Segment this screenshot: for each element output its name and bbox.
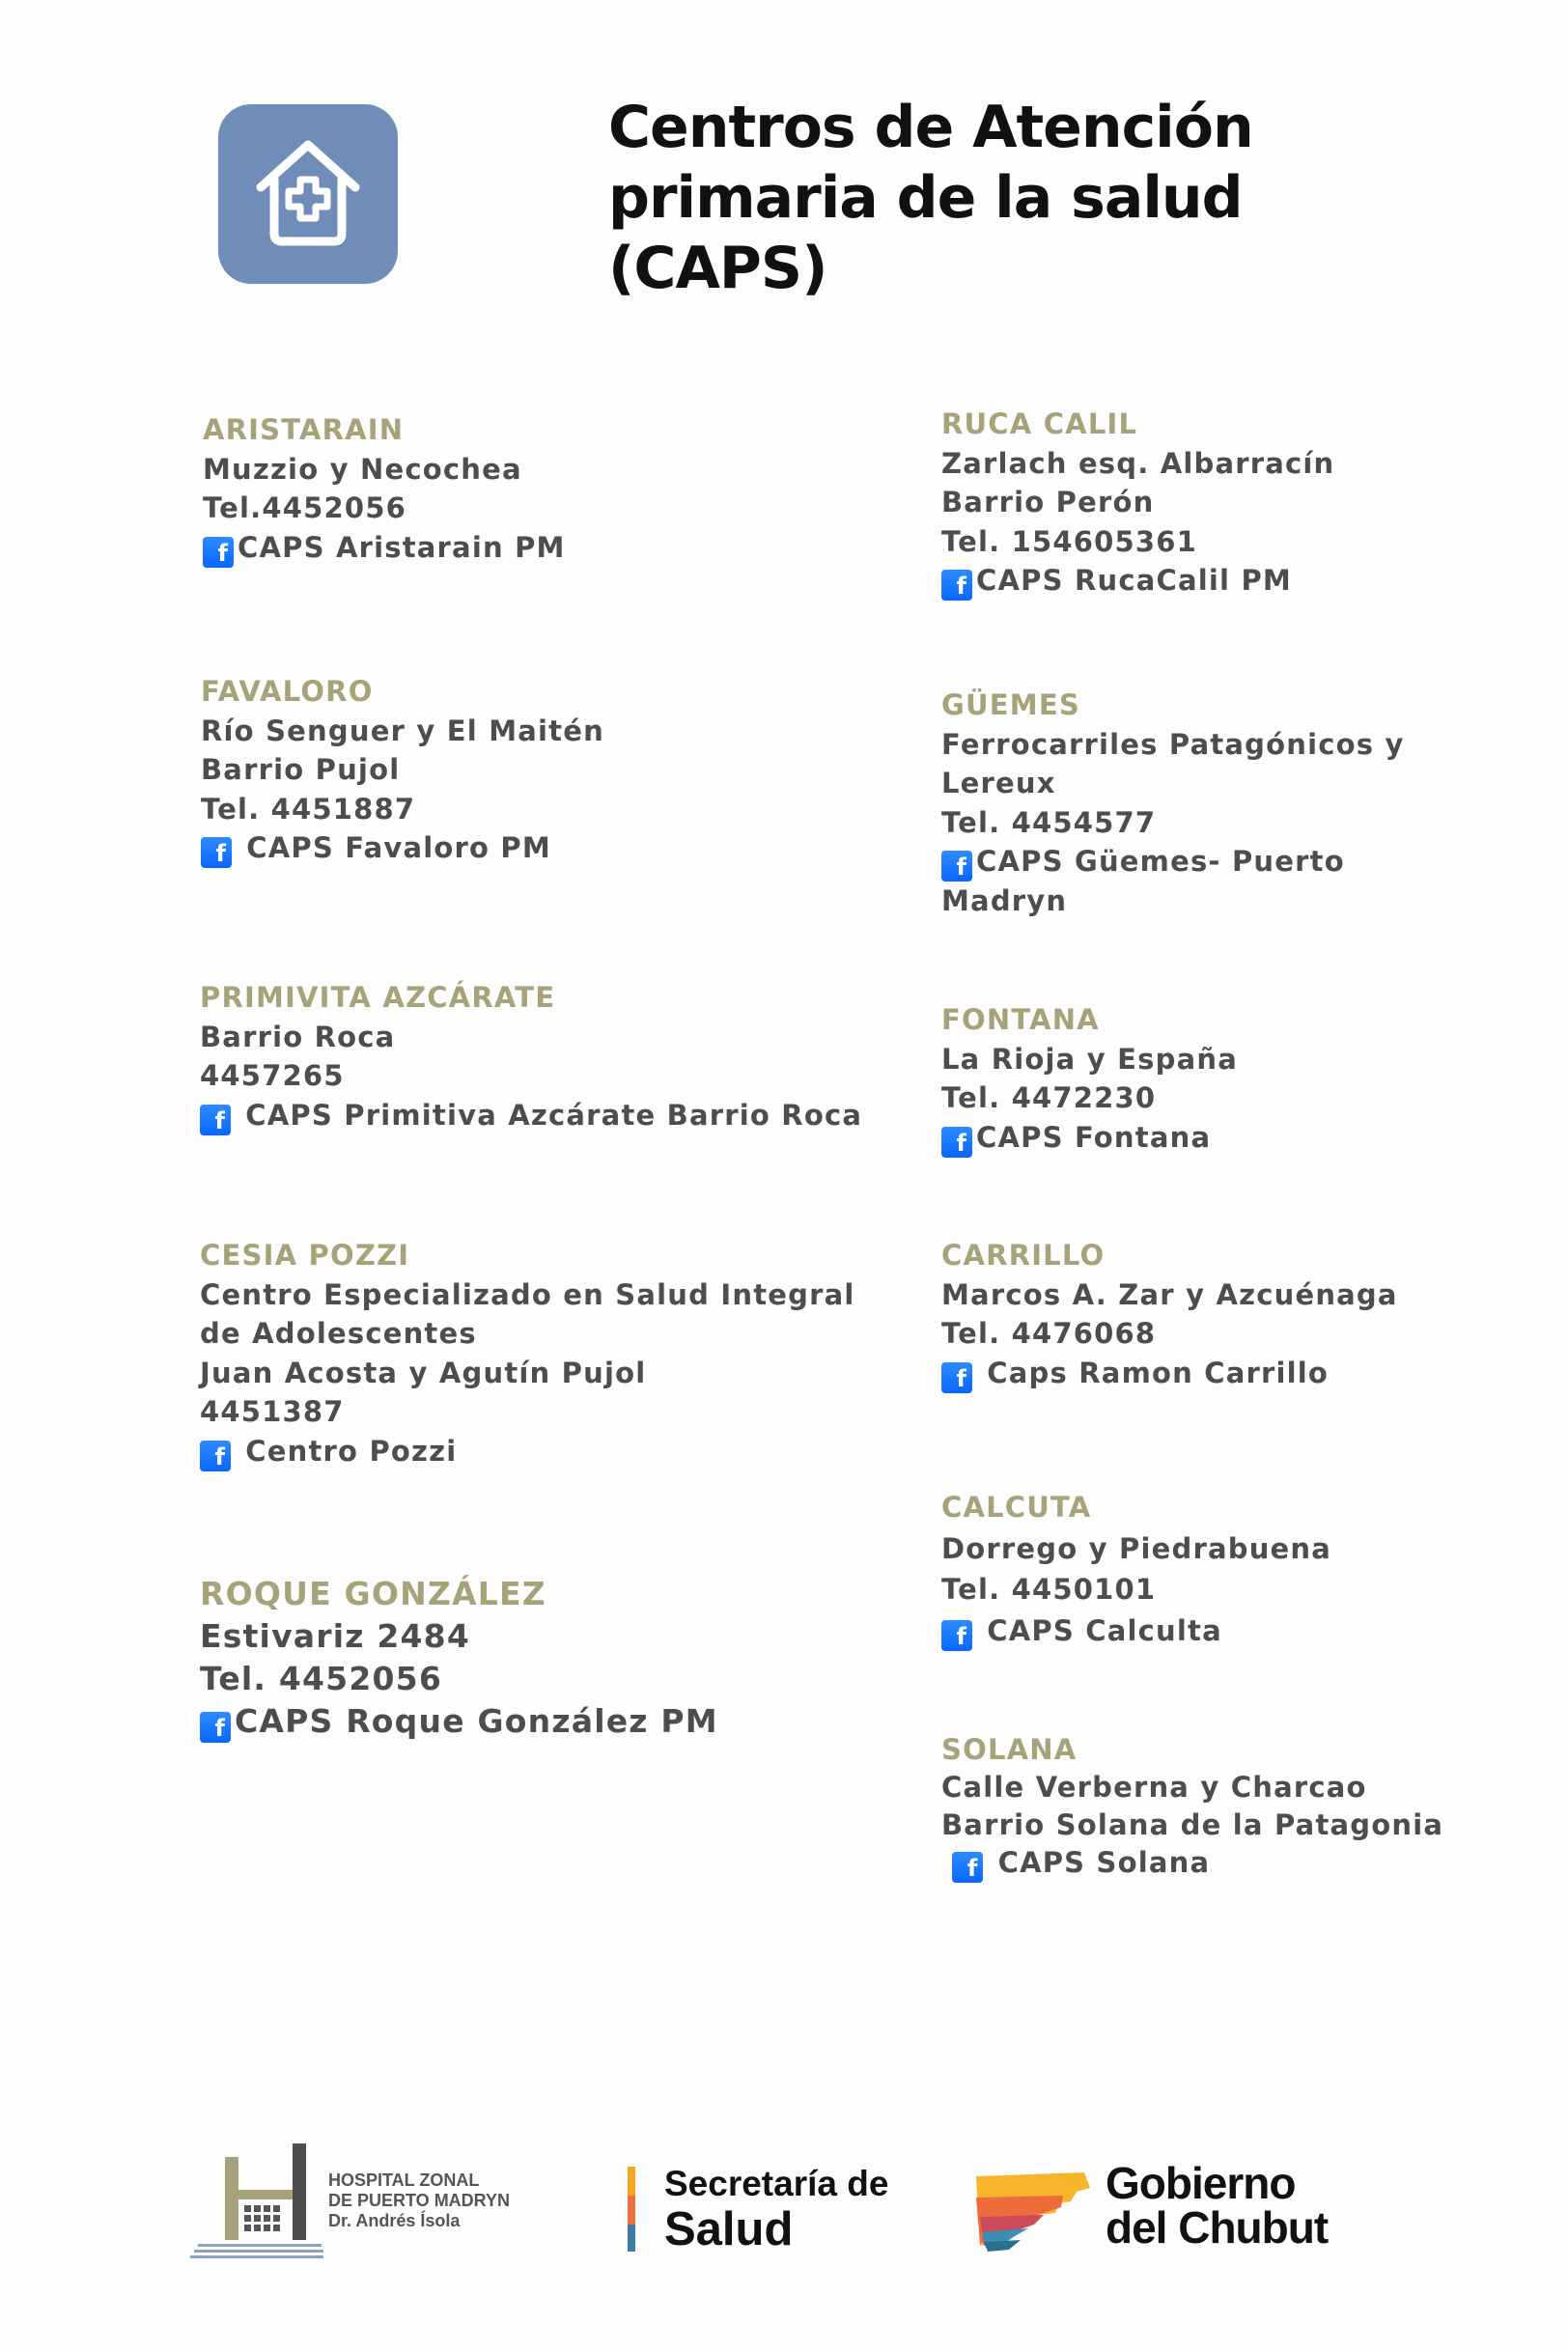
facebook-link[interactable]: f CAPS Primitiva Azcárate Barrio Roca (200, 1096, 862, 1135)
caps-entry-aristarain (203, 410, 566, 568)
address-line: Estivariz 2484 (200, 1617, 470, 1655)
address-line: Río Senguer y El Maitén (201, 714, 604, 747)
facebook-link[interactable]: f CAPS RucaCalil PM (941, 561, 1334, 601)
del-chubut-line: del Chubut (1106, 2202, 1329, 2253)
facebook-link[interactable]: f CAPS Güemes- Puerto (941, 842, 1405, 882)
facebook-link[interactable]: f CAPS Solana (941, 1844, 1443, 1883)
facebook-link[interactable]: f CAPS Favaloro PM (201, 828, 604, 868)
caps-entry-fontana (941, 1000, 1238, 1158)
caps-entry-solana (941, 1731, 1443, 1883)
center-name: ROQUE GONZÁLEZ (200, 1575, 546, 1612)
address-line: Lereux (941, 767, 1056, 799)
center-name: ARISTARAIN (203, 413, 405, 446)
facebook-icon: f (952, 1852, 983, 1883)
address-line: Juan Acosta y Agutín Pujol (200, 1356, 647, 1389)
phone-line: Tel. 154605361 (941, 524, 1198, 558)
address-line: Barrio Roca (200, 1020, 396, 1053)
phone-line: Tel. 4472230 (941, 1081, 1157, 1114)
caps-entry-carrillo (941, 1236, 1398, 1393)
title-line: (CAPS) (608, 235, 827, 302)
center-name: PRIMIVITA AZCÁRATE (200, 981, 556, 1014)
center-name: GÜEMES (941, 688, 1080, 721)
facebook-link[interactable]: f CAPS Aristarain PM (203, 528, 566, 568)
facebook-link[interactable]: f CAPS Calculta (941, 1610, 1331, 1652)
phone-line: 4451387 (200, 1395, 345, 1428)
gobierno-line: Gobierno (1106, 2158, 1296, 2208)
facebook-icon: f (203, 537, 234, 568)
facebook-icon: f (941, 1362, 972, 1393)
secretaria-salud-logo (628, 2163, 917, 2259)
hospital-name-line: HOSPITAL ZONAL (328, 2170, 480, 2190)
phone-line: Tel.4452056 (203, 491, 407, 524)
phone-line: Tel. 4452056 (200, 1660, 442, 1697)
address-line: Barrio Pujol (201, 753, 401, 786)
color-bar-icon (628, 2167, 637, 2252)
facebook-link[interactable]: f Centro Pozzi (200, 1432, 855, 1471)
title-line: primaria de la salud (608, 164, 1243, 232)
hospital-name-line: DE PUERTO MADRYN (328, 2191, 511, 2210)
address-line: La Rioja y España (941, 1042, 1238, 1076)
center-name: CESIA POZZI (200, 1239, 410, 1272)
center-name: CALCUTA (941, 1491, 1092, 1524)
caps-entry-favaloro (201, 672, 604, 868)
center-name: FAVALORO (201, 675, 374, 708)
caps-logo-tile (218, 104, 398, 284)
caps-entry-calcuta (941, 1487, 1331, 1651)
chubut-map-icon (970, 2169, 1096, 2255)
address-line: Zarlach esq. Albarracín (941, 446, 1335, 480)
caps-entry-roque-gonzalez (200, 1573, 718, 1743)
phone-line: Tel. 4451887 (201, 792, 416, 826)
caps-entry-ruca-calil (941, 405, 1334, 601)
center-name: SOLANA (941, 1733, 1078, 1766)
facebook-icon: f (941, 1127, 972, 1158)
phone-line: Tel. 4454577 (941, 805, 1157, 839)
center-name: FONTANA (941, 1003, 1100, 1036)
address-line: Muzzio y Necochea (203, 452, 522, 486)
house-medical-icon (247, 133, 369, 255)
hospital-zonal-logo (188, 2134, 517, 2269)
page-title (608, 93, 1284, 304)
phone-line: Tel. 4476068 (941, 1317, 1157, 1350)
phone-line: Tel. 4450101 (941, 1573, 1157, 1606)
gobierno-chubut-logo (970, 2158, 1357, 2267)
hospital-name-line: Dr. Andrés Ísola (328, 2211, 461, 2230)
facebook-link[interactable]: f CAPS Roque González PM (200, 1700, 718, 1743)
address-line: Ferrocarriles Patagónicos y (941, 727, 1405, 761)
facebook-icon: f (201, 837, 232, 868)
facebook-icon: f (200, 1105, 231, 1135)
address-line: de Adolescentes (200, 1317, 477, 1350)
hospital-building-icon (188, 2134, 323, 2269)
address-line: Barrio Solana de la Patagonia (941, 1808, 1444, 1841)
caps-entry-guemes (941, 686, 1405, 921)
center-name: CARRILLO (941, 1239, 1106, 1272)
facebook-link[interactable]: f Caps Ramon Carrillo (941, 1354, 1398, 1393)
address-line: Marcos A. Zar y Azcuénaga (941, 1277, 1398, 1311)
address-line: Centro Especializado en Salud Integral (200, 1277, 855, 1311)
facebook-link-continued[interactable]: Madryn (941, 884, 1068, 917)
caps-entry-cesia-pozzi (200, 1236, 855, 1471)
facebook-link[interactable]: f CAPS Fontana (941, 1118, 1238, 1158)
address-line: Calle Verberna y Charcao (941, 1771, 1367, 1804)
facebook-icon: f (941, 570, 972, 601)
facebook-icon: f (941, 1620, 972, 1651)
facebook-icon: f (200, 1441, 231, 1471)
secretaria-line: Secretaría de (664, 2164, 889, 2203)
caps-entry-primivita-azcarate (200, 978, 862, 1135)
phone-line: 4457265 (200, 1059, 345, 1092)
salud-line: Salud (664, 2203, 794, 2255)
title-line: Centros de Atención (608, 94, 1253, 161)
center-name: RUCA CALIL (941, 407, 1138, 440)
facebook-icon: f (941, 851, 972, 882)
address-line: Barrio Perón (941, 486, 1155, 518)
address-line: Dorrego y Piedrabuena (941, 1531, 1332, 1565)
facebook-icon: f (200, 1712, 231, 1743)
